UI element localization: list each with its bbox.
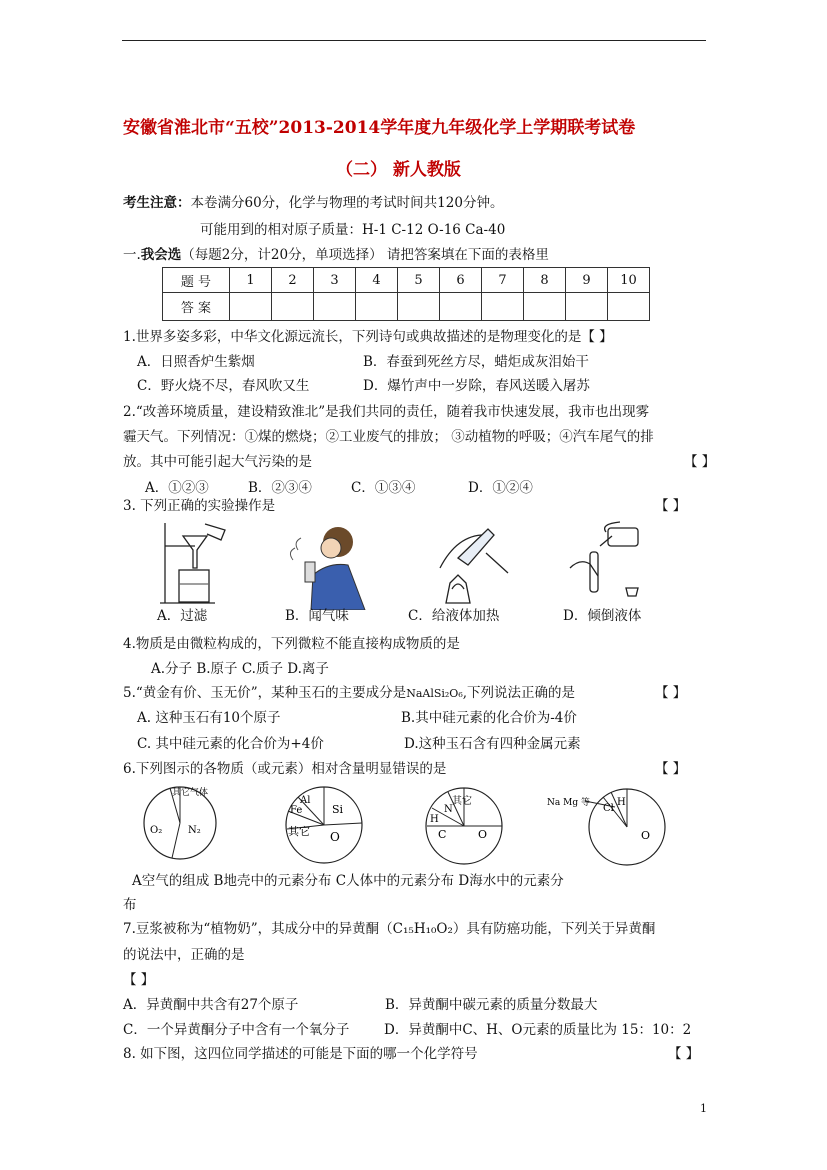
pie-body xyxy=(422,782,507,867)
answer-table xyxy=(162,267,650,321)
pie-seawater-label-cl: Cl xyxy=(603,803,614,814)
q6-stem: 6.下列图示的各物质（或元素）相对含量明显错误的是 xyxy=(123,761,447,777)
q7-bracket: 【 】 xyxy=(123,972,155,988)
q6-caption-wrap: 布 xyxy=(123,897,137,913)
pie-crust xyxy=(282,783,367,868)
pie-air-label-o2: O₂ xyxy=(150,825,163,836)
answer-cell-8[interactable] xyxy=(524,293,566,321)
table-header-number: 题 号 xyxy=(163,268,230,293)
q1-stem: 1.世界多姿多彩，中华文化源远流长，下列诗句或典故描述的是物理变化的是【 】 xyxy=(123,329,613,345)
answer-cell-1[interactable] xyxy=(230,293,272,321)
q2-line-2: 霾天气。下列情况：①煤的燃烧；②工业废气的排放； ③动植物的呼吸；④汽车尾气的排 xyxy=(123,429,654,445)
section-1-heading xyxy=(123,246,549,264)
q2-bracket: 【 】 xyxy=(684,454,716,470)
pouring-figure xyxy=(560,518,650,603)
table-number-8: 8 xyxy=(524,268,566,293)
q5-option-d: D.这种玉石含有四种金属元素 xyxy=(404,736,581,752)
q7-option-d: D．异黄酮中C、H、O元素的质量比为 15：10：2 xyxy=(384,1022,692,1038)
page-number: 1 xyxy=(700,1102,707,1115)
q7-option-b: B．异黄酮中碳元素的质量分数最大 xyxy=(385,997,598,1013)
pie-body-label-h: H xyxy=(430,814,439,825)
pie-air-label-other: 其它气体 xyxy=(172,788,209,798)
table-number-9: 9 xyxy=(566,268,608,293)
pie-air xyxy=(140,783,220,863)
pie-crust-label-other: 其它 xyxy=(288,825,310,838)
notice-line-2: 可能用到的相对原子质量：H-1 C-12 O-16 Ca-40 xyxy=(200,222,506,238)
q5-stem-text: 5.“黄金有价、玉无价”，某种玉石的主要成分是 xyxy=(123,685,407,701)
q6-bracket: 【 】 xyxy=(655,761,687,777)
table-number-5: 5 xyxy=(398,268,440,293)
q6-caption: A空气的组成 B地壳中的元素分布 C人体中的元素分布 D海水中的元素分 xyxy=(132,873,564,889)
heating-figure xyxy=(428,523,518,608)
answer-cell-9[interactable] xyxy=(566,293,608,321)
answer-cell-6[interactable] xyxy=(440,293,482,321)
pie-seawater-label-na-mg: Na Mg 等 xyxy=(547,798,590,808)
pie-crust-label-si: Si xyxy=(332,803,344,816)
filtration-figure xyxy=(155,518,235,608)
section-1-label: 我会选 xyxy=(140,247,182,263)
q2-line-3: 放。其中可能引起大气污染的是 xyxy=(123,454,312,470)
pie-body-label-other: 其它 xyxy=(452,796,472,807)
notice-line-1 xyxy=(123,194,503,212)
q2-option-c: C．①③④ xyxy=(351,480,416,496)
pie-seawater-label-h: H xyxy=(617,797,626,808)
pie-crust-label-al: Al xyxy=(300,795,311,806)
q1-option-b: B．春蚕到死丝方尽，蜡炬成灰泪始干 xyxy=(363,354,589,370)
table-number-7: 7 xyxy=(482,268,524,293)
q2-option-a: A．①②③ xyxy=(145,480,209,496)
q8-stem: 8. 如下图，这四位同学描述的可能是下面的哪一个化学符号 xyxy=(123,1046,478,1062)
pie-air-label-n2: N₂ xyxy=(188,825,201,836)
q2-line-1: 2.“改善环境质量，建设精致淮北”是我们共同的责任，随着我市快速发展，我市也出现雾 xyxy=(123,404,650,420)
section-1-prefix: 一. xyxy=(123,247,141,263)
pie-body-label-o: O xyxy=(478,828,488,841)
q5-option-a: A. 这种玉石有10个原子 xyxy=(137,710,281,726)
q3-bracket: 【 】 xyxy=(655,498,687,514)
q5-formula: NaAlSi₂O₆ xyxy=(406,687,463,700)
q1-option-c: C．野火烧不尽，春风吹又生 xyxy=(137,378,310,394)
answer-cell-3[interactable] xyxy=(314,293,356,321)
q7-line-2: 的说法中，正确的是 xyxy=(123,947,245,963)
q4-options: A.分子 B.原子 C.质子 D.离子 xyxy=(151,661,329,677)
q3-option-b: B．闻气味 xyxy=(285,608,349,624)
q5-option-c: C. 其中硅元素的化合价为+4价 xyxy=(137,736,324,752)
pie-air-divider xyxy=(172,823,180,858)
answer-cell-2[interactable] xyxy=(272,293,314,321)
answer-cell-10[interactable] xyxy=(608,293,650,321)
q5-stem xyxy=(123,684,575,703)
table-number-2: 2 xyxy=(272,268,314,293)
q3-option-c: C．给液体加热 xyxy=(408,608,500,624)
answer-cell-7[interactable] xyxy=(482,293,524,321)
title-line-2: （二） 新人教版 xyxy=(336,160,461,180)
notice-label: 考生注意： xyxy=(123,195,191,211)
pie-crust-label-o: O xyxy=(330,830,340,844)
q1-option-a: A．日照香炉生紫烟 xyxy=(137,354,255,370)
q5-option-b: B.其中硅元素的化合价为-4价 xyxy=(401,710,577,726)
q2-option-d: D．①②④ xyxy=(468,480,533,496)
table-number-4: 4 xyxy=(356,268,398,293)
q7-line-1: 7.豆浆被称为“植物奶”，其成分中的异黄酮（C₁₅H₁₀O₂）具有防癌功能，下列关于异黄酮 xyxy=(123,921,656,937)
pie-seawater-label-o: O xyxy=(641,829,651,842)
q1-option-d: D．爆竹声中一岁除，春风送暖入屠苏 xyxy=(363,378,590,394)
table-number-3: 3 xyxy=(314,268,356,293)
q2-option-b: B．②③④ xyxy=(248,480,312,496)
answer-cell-5[interactable] xyxy=(398,293,440,321)
pie-seawater xyxy=(545,783,670,868)
table-header-answer: 答 案 xyxy=(163,293,230,321)
q7-option-c: C．一个异黄酮分子中含有一个氧分子 xyxy=(123,1022,350,1038)
q7-option-a: A．异黄酮中共含有27个原子 xyxy=(123,997,299,1013)
table-number-6: 6 xyxy=(440,268,482,293)
pie-body-label-c: C xyxy=(438,828,447,841)
table-number-1: 1 xyxy=(230,268,272,293)
pie-body-label-n: N xyxy=(444,804,453,815)
notice-text: 本卷满分60分，化学与物理的考试时间共120分钟。 xyxy=(190,195,504,211)
section-1-rest: （每题2分，计20分，单项选择） 请把答案填在下面的表格里 xyxy=(181,247,549,263)
q3-stem: 3. 下列正确的实验操作是 xyxy=(123,498,276,514)
answer-cell-4[interactable] xyxy=(356,293,398,321)
q8-bracket: 【 】 xyxy=(668,1046,700,1062)
q3-option-a: A．过滤 xyxy=(157,608,208,624)
pie-crust-label-fe: Fe xyxy=(290,805,303,816)
q5-stem-end: ,下列说法正确的是 xyxy=(462,685,576,701)
q4-stem: 4.物质是由微粒构成的，下列微粒不能直接构成物质的是 xyxy=(123,636,460,652)
header-rule xyxy=(122,40,706,41)
title-line-1: 安徽省淮北市“五校”2013-2014学年度九年级化学上学期联考试卷 xyxy=(123,118,636,138)
pie-crust-divider xyxy=(324,823,362,825)
q5-bracket: 【 】 xyxy=(655,685,687,701)
smelling-figure xyxy=(283,520,368,610)
table-number-10: 10 xyxy=(608,268,650,293)
q3-option-d: D．倾倒液体 xyxy=(563,608,642,624)
